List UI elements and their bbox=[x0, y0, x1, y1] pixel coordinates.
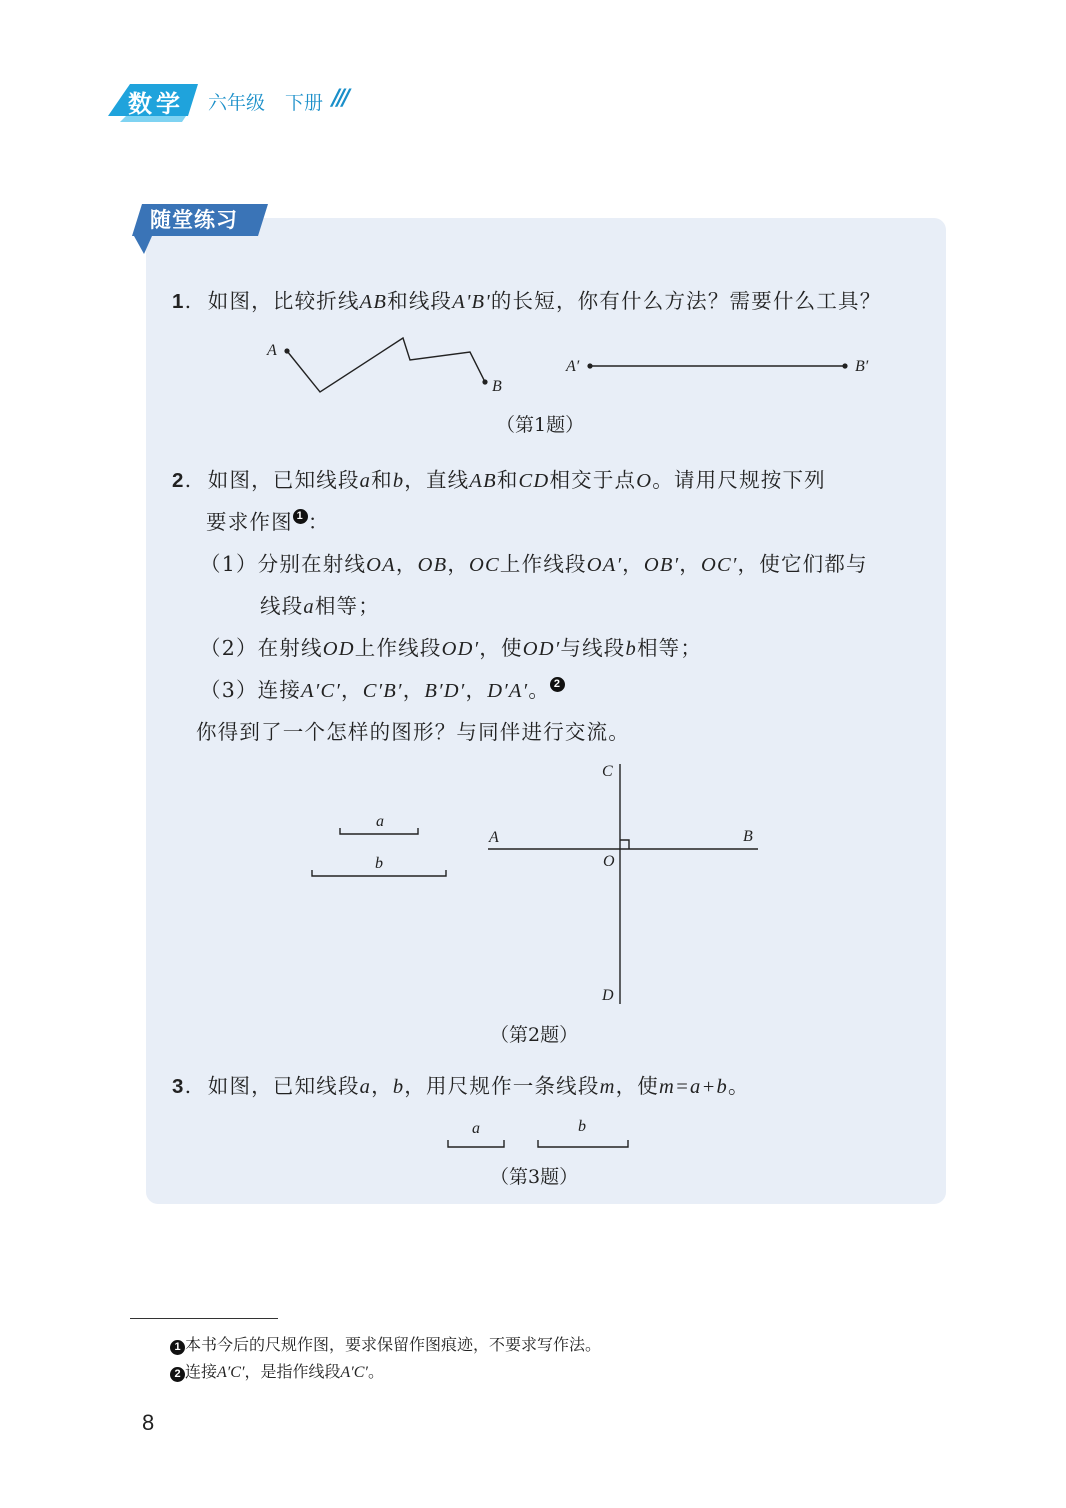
figure-1 bbox=[260, 330, 860, 400]
footnote-2: 2 连接A′C′，是指作线段A′C′。 bbox=[170, 1359, 384, 1382]
fig1-label-a-prime: A′ bbox=[566, 358, 580, 375]
segment-a bbox=[448, 1140, 504, 1147]
fig1-label-a: A bbox=[267, 342, 277, 359]
fig1-label-b: B bbox=[492, 378, 502, 395]
question-2-step-1-cont: 线段a相等； bbox=[260, 594, 380, 618]
segment-b bbox=[538, 1140, 628, 1147]
question-3: 3. 如图，已知线段a，b，用尺规作一条线段m，使m=a+b。 bbox=[172, 1074, 750, 1098]
grade-label: 六年级 bbox=[208, 92, 266, 114]
caption-1: （第1题） bbox=[496, 414, 585, 436]
question-2-ask: 你得到了一个怎样的图形？与同伴进行交流。 bbox=[196, 720, 630, 744]
footnote-ref-1: 1 bbox=[293, 509, 308, 524]
section-tag: 随堂练习 bbox=[150, 208, 238, 232]
question-1: 1. 如图，比较折线AB和线段A'B'的长短，你有什么方法？需要什么工具？ bbox=[172, 289, 882, 313]
subject-title: 数学 bbox=[128, 90, 184, 118]
footnote-ref-2: 2 bbox=[550, 677, 565, 692]
fig3-label-b: b bbox=[578, 1118, 586, 1135]
footnote-1: 1 本书今后的尺规作图，要求保留作图痕迹，不要求写作法。 bbox=[170, 1332, 601, 1355]
question-number: 1 bbox=[172, 290, 185, 313]
fig3-label-a: a bbox=[472, 1120, 480, 1137]
question-number: 2 bbox=[172, 469, 185, 492]
question-number: 3 bbox=[172, 1075, 185, 1098]
caption-2: （第2题） bbox=[490, 1024, 579, 1046]
volume-label: 下册 bbox=[285, 92, 324, 114]
footnote-divider bbox=[130, 1318, 278, 1319]
fig2-label-b-small: b bbox=[375, 855, 383, 872]
caption-3: （第3题） bbox=[490, 1166, 579, 1188]
fig2-label-a-small: a bbox=[376, 813, 384, 830]
polyline-ab bbox=[287, 338, 485, 392]
question-2: 2. 如图，已知线段a和b，直线AB和CD相交于点O。请用尺规按下列 bbox=[172, 468, 826, 492]
page-number: 8 bbox=[142, 1410, 155, 1435]
footnote-marker-1: 1 bbox=[170, 1340, 185, 1355]
right-angle-mark bbox=[620, 840, 629, 849]
figure-3 bbox=[440, 1136, 640, 1156]
figure-2 bbox=[300, 758, 780, 1018]
fig2-label-o: O bbox=[603, 853, 615, 870]
question-2-step-2: （2）在射线OD上作线段OD′，使OD′与线段b相等； bbox=[200, 636, 703, 660]
fig2-label-c: C bbox=[602, 763, 613, 780]
question-2-step-3: （3）连接A′C′，C′B′，B′D′，D′A′。 2 bbox=[200, 673, 565, 703]
question-2-line2: 要求作图 1 ： bbox=[206, 510, 330, 534]
footnote-marker-2: 2 bbox=[170, 1367, 185, 1382]
question-2-step-1: （1）分别在射线OA，OB，OC上作线段OA′，OB′，OC′，使它们都与 bbox=[200, 552, 868, 576]
fig2-label-d: D bbox=[602, 987, 614, 1004]
header-slashes: /// bbox=[332, 86, 348, 111]
fig2-label-b: B bbox=[743, 828, 753, 845]
fig1-label-b-prime: B′ bbox=[855, 358, 869, 375]
fig2-label-a: A bbox=[489, 829, 499, 846]
